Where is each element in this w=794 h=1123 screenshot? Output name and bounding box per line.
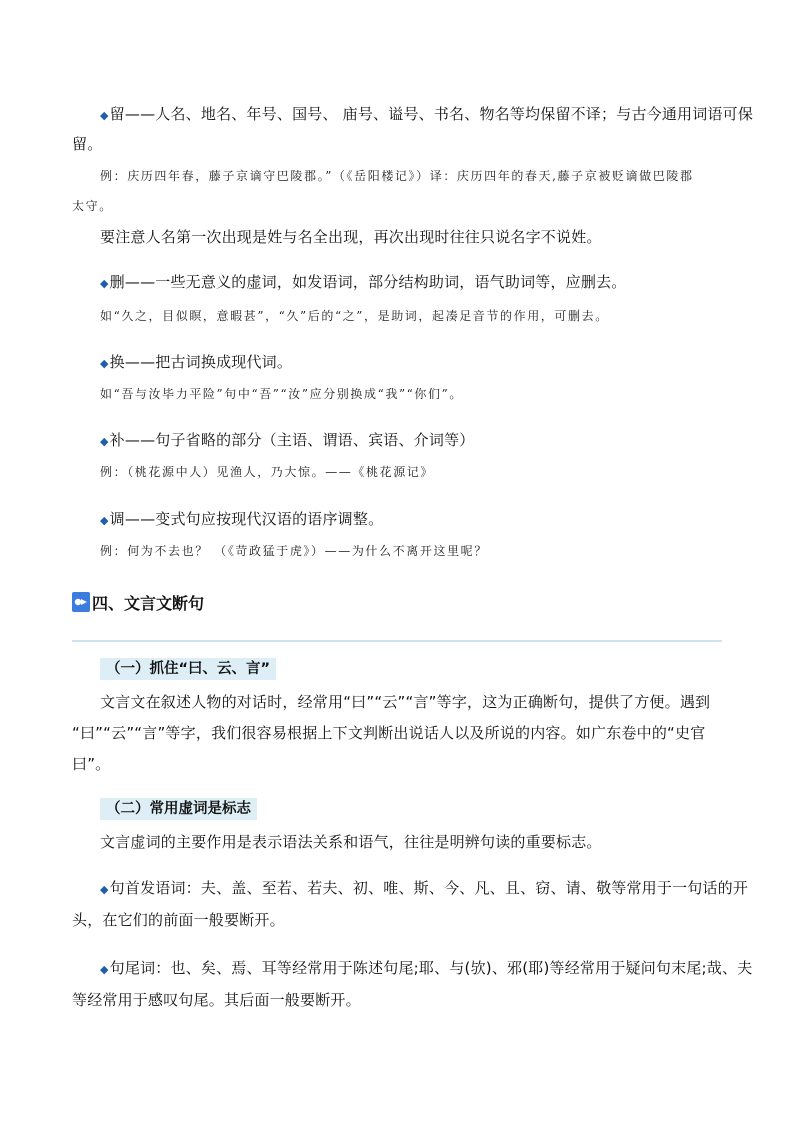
diamond-bullet-icon: ◆ — [100, 883, 109, 896]
item-shan — [100, 272, 626, 294]
item-tiao — [100, 509, 383, 531]
diamond-bullet-icon: ◆ — [100, 514, 109, 527]
item-shan-text: 删——一些无意义的虚词，如发语词，部分结构助词，语气助词等，应删去。 — [109, 273, 627, 291]
diamond-bullet-icon: ◆ — [100, 357, 109, 370]
diamond-bullet-icon: ◆ — [100, 277, 109, 290]
sub1-paragraph-line1: 文言文在叙述人物的对话时，经常用“曰”“云”“言”等字，这为正确断句，提供了方便。遇到 — [100, 693, 711, 711]
initial-words — [100, 878, 748, 900]
subheading-2: （二）常用虚词是标志 — [100, 798, 257, 820]
final-words-cont: 等经常用于感叹句尾。其后面一般要断开。 — [72, 991, 361, 1009]
initial-words-text: 句首发语词：夫、盖、至若、若夫、初、唯、斯、今、凡、且、窃、请、敬等常用于一句话的开 — [109, 879, 749, 897]
item-bu — [100, 430, 474, 452]
subheading-1: （一）抓住“曰、云、言” — [100, 658, 276, 680]
section-divider — [72, 640, 722, 642]
item-liu-text-cont: 留。 — [72, 135, 103, 153]
item-bu-text: 补——句子省略的部分（主语、谓语、宾语、介词等） — [109, 431, 475, 449]
item-bu-example: 例：（桃花源中人）见渔人，乃大惊。——《桃花源记》 — [100, 465, 435, 479]
item-shan-example: 如“久之，目似瞑，意暇甚”，“久”后的“之”，是助词，起凑足音节的作用，可删去。 — [100, 309, 609, 323]
diamond-bullet-icon: ◆ — [100, 963, 109, 976]
item-liu-note: 要注意人名第一次出现是姓与名全出现，再次出现时往往只说名字不说姓。 — [100, 228, 602, 246]
item-tiao-example: 例：何为不去也？ （《苛政猛于虎》）——为什么不离开这里呢？ — [100, 544, 488, 558]
final-words-text: 句尾词：也、矣、焉、耳等经常用于陈述句尾;耶、与(欤)、邪(耶)等经常用于疑问句末尾;哉、夫 — [109, 959, 753, 977]
section-badge-icon — [72, 592, 90, 612]
item-liu — [100, 104, 753, 126]
item-huan-text: 换——把古词换成现代词。 — [109, 353, 293, 371]
diamond-bullet-icon: ◆ — [100, 109, 109, 122]
item-huan-example: 如“吾与汝毕力平险”句中“吾”“汝”应分别换成“我”“你们”。 — [100, 387, 463, 401]
item-liu-text: 留——人名、地名、年号、国号、 庙号、谥号、书名、物名等均保留不译；与古今通用词语可保 — [109, 105, 754, 123]
sub2-paragraph: 文言虚词的主要作用是表示语法关系和语气，往往是明辨句读的重要标志。 — [100, 833, 602, 851]
section-title: 四、文言文断句 — [92, 594, 205, 613]
sub1-paragraph-line2: “曰”“云”“言”等字，我们很容易根据上下文判断出说话人以及所说的内容。如广东卷中的“史官 — [72, 724, 706, 742]
item-liu-example-cont: 太守。 — [72, 199, 113, 213]
sub1-paragraph-line3: 曰”。 — [72, 755, 111, 773]
item-liu-example: 例：庆历四年春，藤子京谪守巴陵郡。”（《岳阳楼记》）译：庆历四年的春天,藤子京被贬谪做巴陵郡 — [100, 169, 694, 183]
item-tiao-text: 调——变式句应按现代汉语的语序调整。 — [109, 510, 384, 528]
final-words — [100, 958, 752, 980]
diamond-bullet-icon: ◆ — [100, 435, 109, 448]
initial-words-cont: 头，在它们的前面一般要断开。 — [72, 911, 285, 929]
item-huan — [100, 352, 292, 374]
